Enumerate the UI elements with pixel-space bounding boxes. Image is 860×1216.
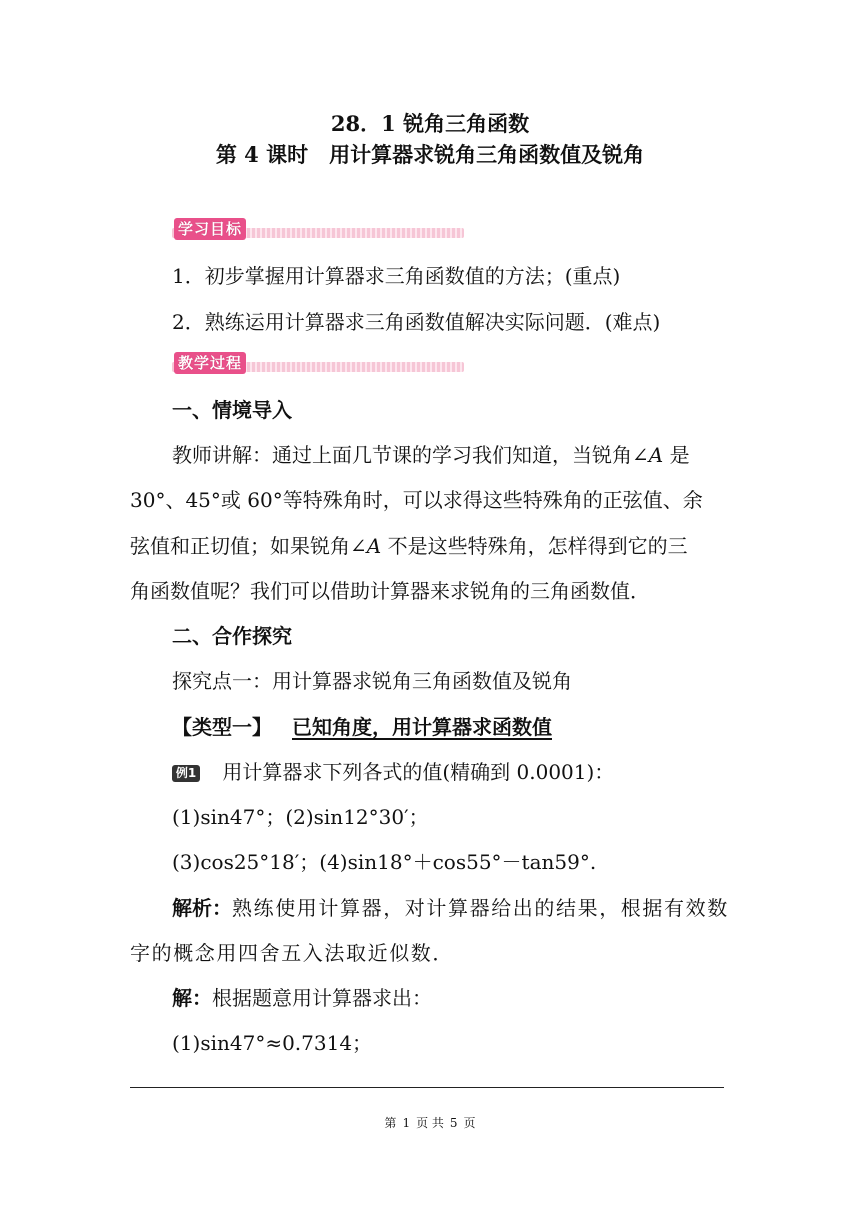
solution-line: 解：根据题意用计算器求出： xyxy=(172,986,432,1010)
page-footer: 第 1 页 共 5 页 xyxy=(384,1116,476,1130)
process-tag-label: 教学过程 xyxy=(174,352,246,374)
intro-paragraph-line4: 角函数值呢？我们可以借助计算器来求锐角的三角函数值． xyxy=(130,579,650,603)
intro-paragraph-line1: 教师讲解：通过上面几节课的学习我们知道，当锐角∠A 是 xyxy=(172,443,690,467)
document-title: 28．1 锐角三角函数 xyxy=(330,111,530,136)
process-section-tag xyxy=(172,352,464,374)
angle-variable: A xyxy=(366,534,382,558)
type-title: 已知角度，用计算器求函数值 xyxy=(292,715,552,739)
lesson-subtitle: 第 4 课时 用计算器求锐角三角函数值及锐角 xyxy=(215,142,645,167)
objective-item: 2．熟练运用计算器求三角函数值解决实际问题．(难点) xyxy=(172,310,661,334)
total-pages: 5 xyxy=(449,1116,458,1130)
type-label: 【类型一】 xyxy=(172,715,272,739)
explore-heading: 二、合作探究 xyxy=(172,624,292,648)
answer-1: (1)sin47°≈0.7314； xyxy=(172,1031,373,1055)
current-page: 1 xyxy=(402,1116,411,1130)
example-question: 例1 用计算器求下列各式的值(精确到 0.0001)： xyxy=(172,760,614,784)
solution-label: 解： xyxy=(172,986,212,1010)
analysis-line2: 字的概念用四舍五入法取近似数． xyxy=(130,941,454,965)
objective-item: 1．初步掌握用计算器求三角函数值的方法；(重点) xyxy=(172,264,621,288)
intro-paragraph-line3: 弦值和正切值；如果锐角∠A 不是这些特殊角，怎样得到它的三 xyxy=(130,534,688,558)
example-items-line1: (1)sin47°；(2)sin12°30′； xyxy=(172,805,429,829)
example-items-line2: (3)cos25°18′；(4)sin18°＋cos55°－tan59°. xyxy=(172,850,597,874)
objectives-section-tag xyxy=(172,218,464,240)
analysis-line1: 解析：熟练使用计算器，对计算器给出的结果，根据有效数 xyxy=(172,896,729,920)
analysis-label: 解析： xyxy=(172,896,232,920)
footer-divider xyxy=(130,1087,724,1088)
example-badge: 例1 xyxy=(172,765,200,782)
explore-point: 探究点一：用计算器求锐角三角函数值及锐角 xyxy=(172,669,572,693)
intro-heading: 一、情境导入 xyxy=(172,398,292,422)
intro-paragraph-line2: 30°、45°或 60°等特殊角时，可以求得这些特殊角的正弦值、余 xyxy=(130,488,703,512)
angle-variable: A xyxy=(648,443,664,467)
objectives-tag-label: 学习目标 xyxy=(174,218,246,240)
